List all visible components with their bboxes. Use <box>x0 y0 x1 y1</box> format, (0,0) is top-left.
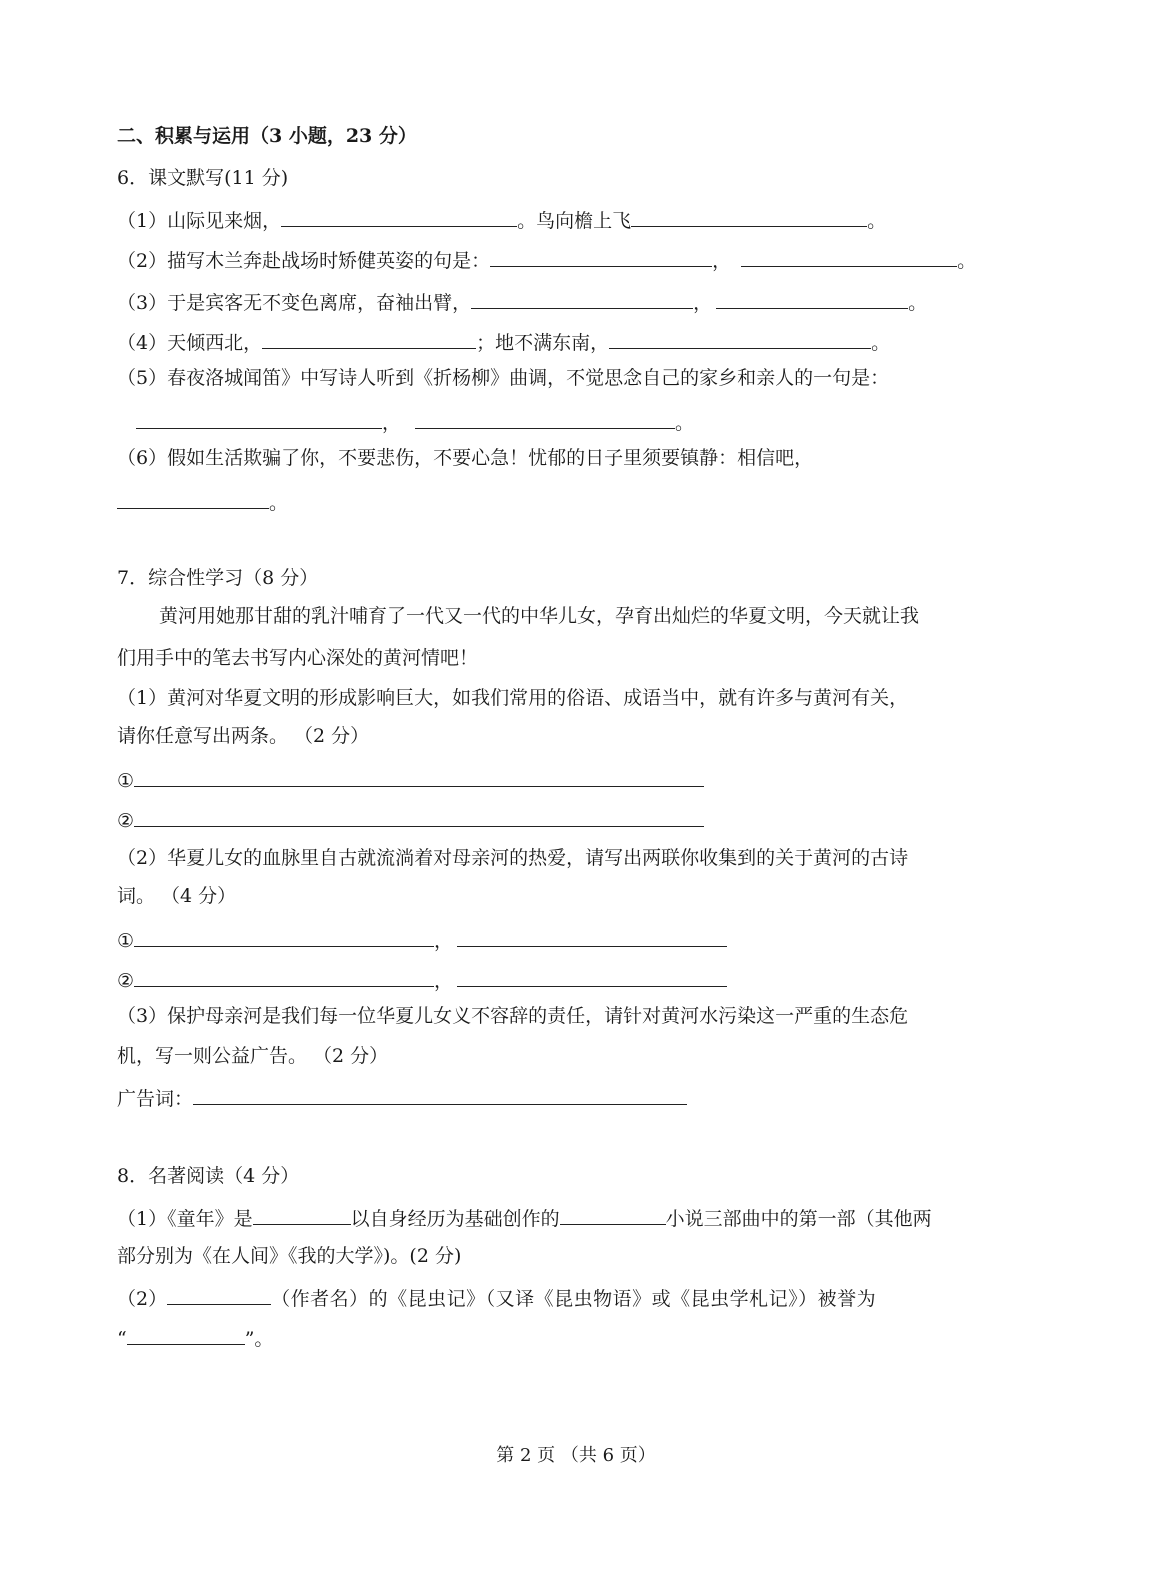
q6-item1-text-c: 。 <box>867 210 887 232</box>
answer-blank[interactable] <box>471 288 693 309</box>
answer-blank[interactable] <box>117 488 269 509</box>
q7-intro-line2: 们用手中的笔去书写内心深处的黄河情吧！ <box>117 647 479 669</box>
q8-part1-line1 <box>117 1204 932 1231</box>
q7-part2-answer-2 <box>117 966 727 993</box>
answer-blank[interactable] <box>631 206 867 227</box>
answer-blank[interactable] <box>253 1204 351 1225</box>
q8-part2-line1 <box>117 1284 876 1311</box>
q6-item-1 <box>117 206 886 233</box>
answer-blank[interactable] <box>490 246 712 267</box>
answer-blank[interactable] <box>281 206 517 227</box>
answer-blank[interactable] <box>609 328 871 349</box>
q8-part1-line2: 部分别为《在人间》《我的大学》)。(2 分) <box>117 1245 462 1267</box>
q8-part2-text-a: （2） <box>117 1288 168 1310</box>
q6-item4-text-b: ；地不满东南， <box>476 332 610 354</box>
answer-blank[interactable] <box>716 288 908 309</box>
comma: ， <box>434 970 454 992</box>
answer-blank[interactable] <box>415 408 675 429</box>
circled-mark-2: ② <box>117 970 135 992</box>
q6-item1-text-a: （1）山际见来烟， <box>117 210 282 232</box>
q6-item3-text-c: 。 <box>908 292 928 314</box>
comma: ， <box>434 930 454 952</box>
q6-item4-text-c: 。 <box>871 332 891 354</box>
q8-title: 8．名著阅读（4 分） <box>117 1165 300 1187</box>
q8-part2-line2 <box>117 1324 273 1351</box>
q6-item5-text-c: 。 <box>675 412 695 434</box>
answer-blank[interactable] <box>167 1284 271 1305</box>
page-footer: 第 2 页 （共 6 页） <box>496 1445 656 1466</box>
answer-blank[interactable] <box>136 408 382 429</box>
q7-ad-line <box>117 1084 687 1111</box>
q6-title: 6．课文默写(11 分) <box>117 167 289 189</box>
q6-item2-text-b: ， <box>712 250 732 272</box>
close-quote: ”。 <box>244 1328 274 1350</box>
q7-part2-line2: 词。 （4 分） <box>117 885 237 907</box>
answer-blank[interactable] <box>457 926 727 947</box>
answer-blank[interactable] <box>134 926 434 947</box>
q7-part3-line2: 机，写一则公益广告。 （2 分） <box>117 1045 389 1067</box>
q7-part2-answer-1 <box>117 926 727 953</box>
q6-item2-text-c: 。 <box>957 250 977 272</box>
q6-item-2 <box>117 246 976 273</box>
q8-part2-text-b: （作者名）的《昆虫记》（又译《昆虫物语》或《昆虫学札记》）被誉为 <box>271 1288 877 1310</box>
q7-part1-line1: （1）黄河对华夏文明的形成影响巨大，如我们常用的俗语、成语当中，就有许多与黄河有关， <box>117 687 909 709</box>
q6-item-5: （5）春夜洛城闻笛》中写诗人听到《折杨柳》曲调，不觉思念自己的家乡和亲人的一句是： <box>117 367 890 389</box>
circled-mark-2: ② <box>117 810 135 832</box>
circled-mark-1: ① <box>117 930 135 952</box>
q8-part1-text-b: 以自身经历为基础创作的 <box>350 1208 560 1230</box>
answer-blank[interactable] <box>127 1324 245 1345</box>
q7-part1-answer-1 <box>117 766 704 793</box>
q7-part1-line2: 请你任意写出两条。 （2 分） <box>117 725 370 747</box>
q6-item3-text-a: （3）于是宾客无不变色离席，奋袖出臂， <box>117 292 472 314</box>
q7-part2-line1: （2）华夏儿女的血脉里自古就流淌着对母亲河的热爱，请写出两联你收集到的关于黄河的古诗 <box>117 847 909 869</box>
answer-blank[interactable] <box>560 1204 666 1225</box>
answer-blank[interactable] <box>134 806 704 827</box>
q7-title: 7．综合性学习（8 分） <box>117 567 319 589</box>
q6-item2-text-a: （2）描写木兰奔赴战场时矫健英姿的句是： <box>117 250 491 272</box>
q6-item3-text-b: ， <box>693 292 713 314</box>
q6-item-4 <box>117 328 890 355</box>
q6-item6-text-c: 。 <box>269 492 289 514</box>
q6-item1-text-b: 。鸟向檐上飞 <box>517 210 632 232</box>
q6-item-5-answers <box>136 408 694 435</box>
section-title: 二、积累与运用（3 小题，23 分） <box>117 125 417 147</box>
answer-blank[interactable] <box>457 966 727 987</box>
answer-blank[interactable] <box>193 1084 687 1105</box>
answer-blank[interactable] <box>134 766 704 787</box>
q6-item4-text-a: （4）天倾西北， <box>117 332 263 354</box>
ad-label: 广告词： <box>117 1088 194 1110</box>
q6-item-3 <box>117 288 927 315</box>
q8-part1-text-a: （1）《童年》是 <box>117 1208 253 1230</box>
q7-intro-line1: 黄河用她那甘甜的乳汁哺育了一代又一代的中华儿女，孕育出灿烂的华夏文明，今天就让我 <box>159 605 920 627</box>
answer-blank[interactable] <box>262 328 476 349</box>
open-quote: “ <box>117 1328 127 1350</box>
q6-item-6-answer <box>117 488 288 515</box>
q7-part1-answer-2 <box>117 806 704 833</box>
answer-blank[interactable] <box>741 246 957 267</box>
q6-item-6: （6）假如生活欺骗了你，不要悲伤，不要心急！忧郁的日子里须要镇静：相信吧， <box>117 447 814 469</box>
q8-part1-text-c: 小说三部曲中的第一部（其他两 <box>665 1208 932 1230</box>
q7-part3-line1: （3）保护母亲河是我们每一位华夏儿女义不容辞的责任，请针对黄河水污染这一严重的生态危 <box>117 1005 909 1027</box>
answer-blank[interactable] <box>134 966 434 987</box>
q6-item5-text-b: ， <box>382 412 402 434</box>
circled-mark-1: ① <box>117 770 135 792</box>
